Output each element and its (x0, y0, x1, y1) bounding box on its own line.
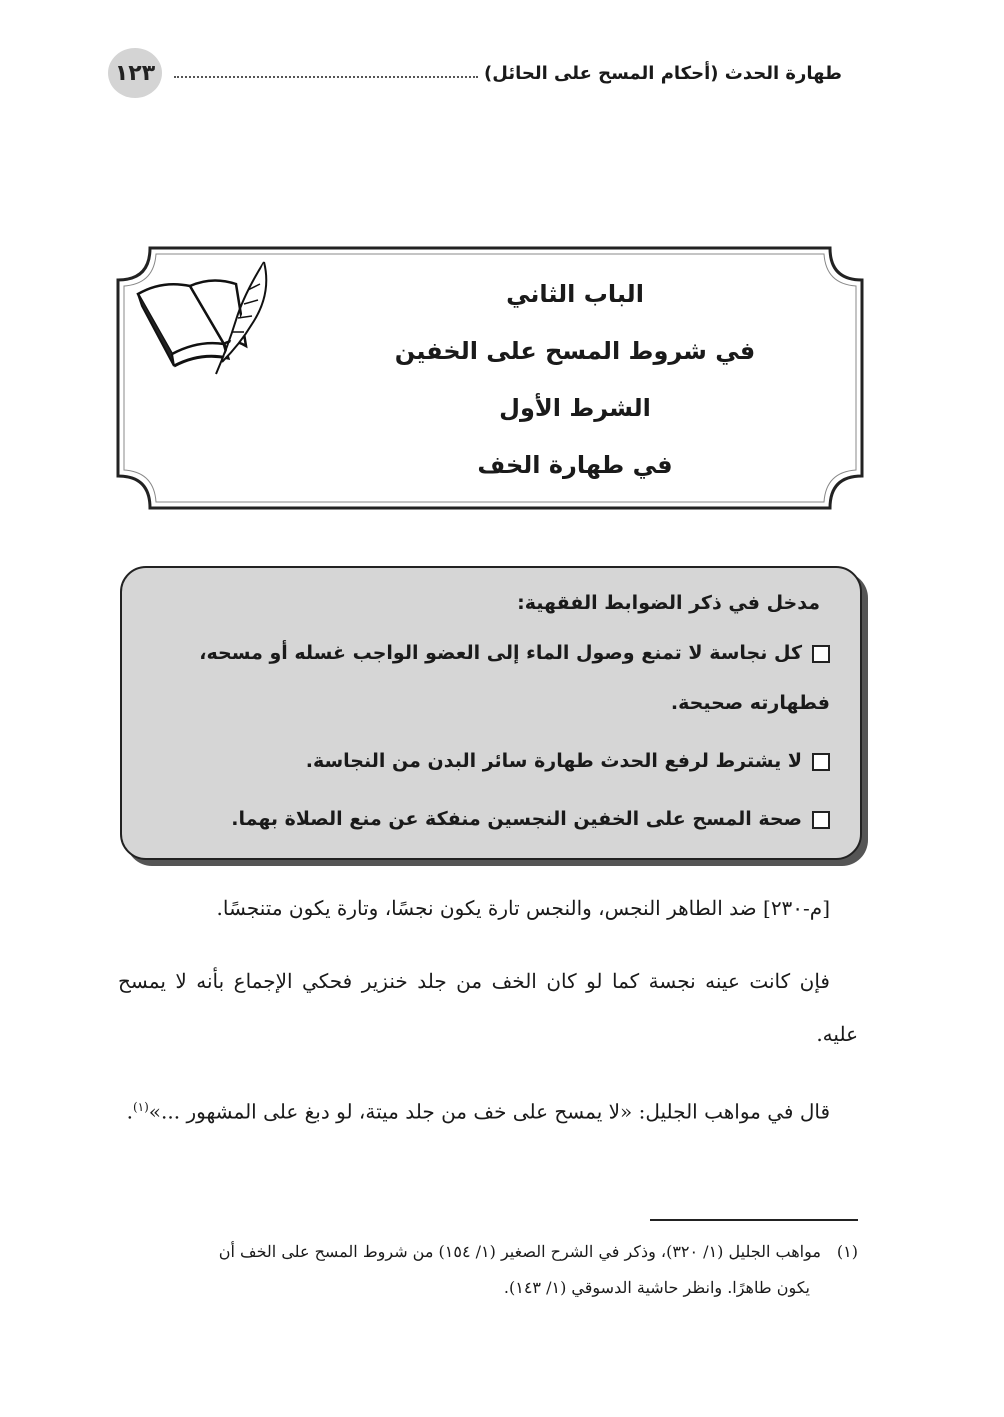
body-paragraph-text: قال في مواهب الجليل: «لا يمسح على خف من جلد ميتة، لو دبغ على المشهور ...» (148, 1099, 830, 1124)
book-and-quill-icon (132, 254, 282, 384)
page-header (108, 48, 848, 98)
rules-heading: مدخل في ذكر الضوابط الفقهية: (517, 592, 820, 614)
body-paragraph: [م-٢٣٠] ضد الطاهر النجس، والنجس تارة يكون نجسًا، وتارة يكون متنجسًا. (216, 896, 830, 920)
body-text (118, 882, 858, 1141)
body-paragraph-with-citation (118, 1081, 858, 1139)
running-title-bar (174, 60, 848, 86)
dotted-leader (174, 76, 478, 78)
footnote-text: مواهب الجليل (١/ ٣٢٠)، وذكر في الشرح الصغير (١/ ١٥٤) من شروط المسح على الخف أن (218, 1242, 821, 1261)
footnote-text-continued: يكون طاهرًا. وانظر حاشية الدسوقي (١/ ١٤٣). (503, 1278, 810, 1297)
rule-item (136, 628, 830, 728)
rule-item (136, 736, 830, 786)
footnote-number: (١) (836, 1242, 858, 1261)
square-bullet-icon (812, 753, 830, 771)
square-bullet-icon (812, 811, 830, 829)
page-number: ١٢٣ (108, 48, 162, 98)
rule-item (136, 794, 830, 844)
section-subtitle: في طهارة الخف (477, 451, 673, 479)
section-title: الشرط الأول (499, 394, 651, 422)
rule-text: لا يشترط لرفع الحدث طهارة سائر البدن من النجاسة. (305, 750, 802, 772)
square-bullet-icon (812, 645, 830, 663)
footnote-ref[interactable]: (١) (132, 1100, 149, 1114)
chapter-title-block (324, 266, 826, 494)
footnote-separator (650, 1219, 858, 1221)
jurisprudence-rules-box (120, 566, 862, 860)
paragraph-end: . (126, 1099, 133, 1124)
body-paragraph: فإن كانت عينه نجسة كما لو كان الخف من جلد خنزير فحكي الإجماع بأنه لا يمسح عليه. (118, 969, 858, 1046)
chapter-title: الباب الثاني (506, 280, 644, 308)
chapter-title-frame (114, 244, 866, 512)
chapter-subtitle: في شروط المسح على الخفين (394, 337, 756, 365)
rule-text: صحة المسح على الخفين النجسين منفكة عن منع الصلاة بهما. (231, 808, 802, 830)
footnote-line (116, 1234, 858, 1270)
footnote (116, 1234, 858, 1306)
running-title: طهارة الحدث (أحكام المسح على الحائل) (484, 62, 842, 84)
rule-text: كل نجاسة لا تمنع وصول الماء إلى العضو الواجب غسله أو مسحه، فطهارته صحيحة. (199, 642, 830, 714)
